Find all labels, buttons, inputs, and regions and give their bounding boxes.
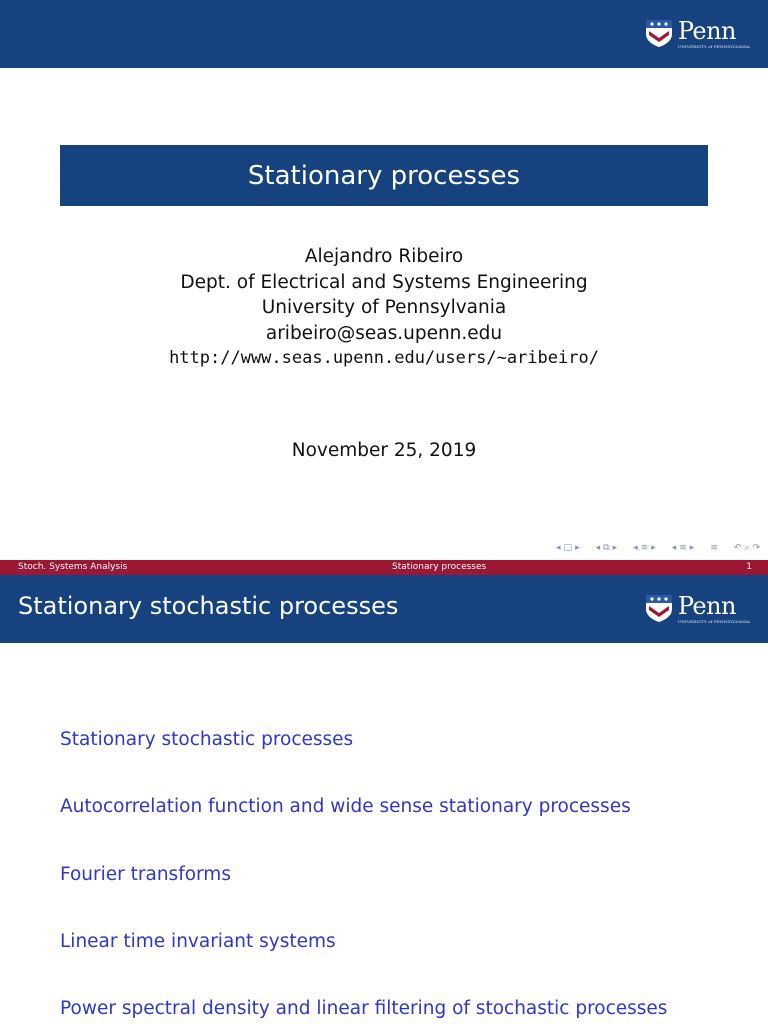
nav-next-frame-icon[interactable]: ▸ [612, 543, 618, 553]
nav-subsection-icon[interactable]: ≡ [640, 543, 649, 553]
frame-title: Stationary stochastic processes [18, 592, 399, 620]
nav-section-icon[interactable]: ≡ [679, 543, 687, 553]
logo-subtitle: UNIVERSITY of PENNSYLVANIA [677, 619, 750, 624]
outline-item[interactable]: Power spectral density and linear filtering of stochastic processes [60, 998, 668, 1020]
outline-list [60, 725, 667, 1024]
nav-prev-section-icon[interactable]: ◂ [671, 543, 677, 553]
author-name: Alejandro Ribeiro [304, 246, 464, 267]
nav-prev-subsection-icon[interactable]: ◂ [633, 543, 638, 553]
nav-back-icon[interactable]: ↶ [733, 543, 742, 553]
penn-logo [644, 18, 750, 52]
presentation-title: Stationary processes [247, 160, 521, 191]
author-block [0, 244, 768, 372]
outline-item[interactable]: Autocorrelation function and wide sense stationary processes [60, 796, 631, 818]
penn-logo [644, 593, 750, 627]
penn-shield-icon [644, 593, 674, 623]
nav-slide-icon[interactable]: □ [563, 543, 573, 553]
nav-next-subsection-icon[interactable]: ▸ [651, 543, 656, 553]
header-bar [0, 575, 768, 643]
university: University of Pennsylvania [261, 297, 507, 318]
footer-page-number: 1 [746, 562, 752, 572]
logo-wordmark: Penn [677, 17, 736, 45]
email: aribeiro@seas.upenn.edu [265, 322, 503, 344]
nav-next-section-icon[interactable]: ▸ [689, 543, 695, 553]
nav-frame-icon[interactable]: ⧉ [603, 543, 610, 553]
outline-item[interactable]: Stationary stochastic processes [60, 729, 354, 750]
penn-shield-icon [644, 18, 674, 48]
title-box [60, 145, 708, 206]
header-bar [0, 0, 768, 68]
footer-title: Stationary processes [392, 562, 487, 572]
homepage-url: http://www.seas.upenn.edu/users/~aribeiro/ [169, 348, 599, 368]
logo-subtitle: UNIVERSITY of PENNSYLVANIA [677, 44, 750, 49]
nav-prev-slide-icon[interactable]: ◂ [556, 543, 561, 553]
department: Dept. of Electrical and Systems Engineering [180, 271, 588, 293]
nav-search-icon[interactable]: ⌕ [744, 543, 750, 553]
navigation-symbols [556, 541, 760, 555]
presentation-date: November 25, 2019 [291, 440, 477, 461]
nav-prev-frame-icon[interactable]: ◂ [595, 543, 601, 553]
footer-course: Stoch. Systems Analysis [18, 562, 128, 572]
outline-item[interactable]: Fourier transforms [60, 863, 231, 885]
nav-appendix-icon[interactable]: ≡ [710, 543, 718, 553]
logo-wordmark: Penn [677, 592, 736, 620]
nav-forward-icon[interactable]: ↷ [752, 543, 760, 553]
outline-item[interactable]: Linear time invariant systems [60, 930, 336, 952]
nav-next-slide-icon[interactable]: ▸ [575, 543, 580, 553]
footer-bar [0, 560, 768, 575]
outline-slide [0, 575, 768, 1024]
